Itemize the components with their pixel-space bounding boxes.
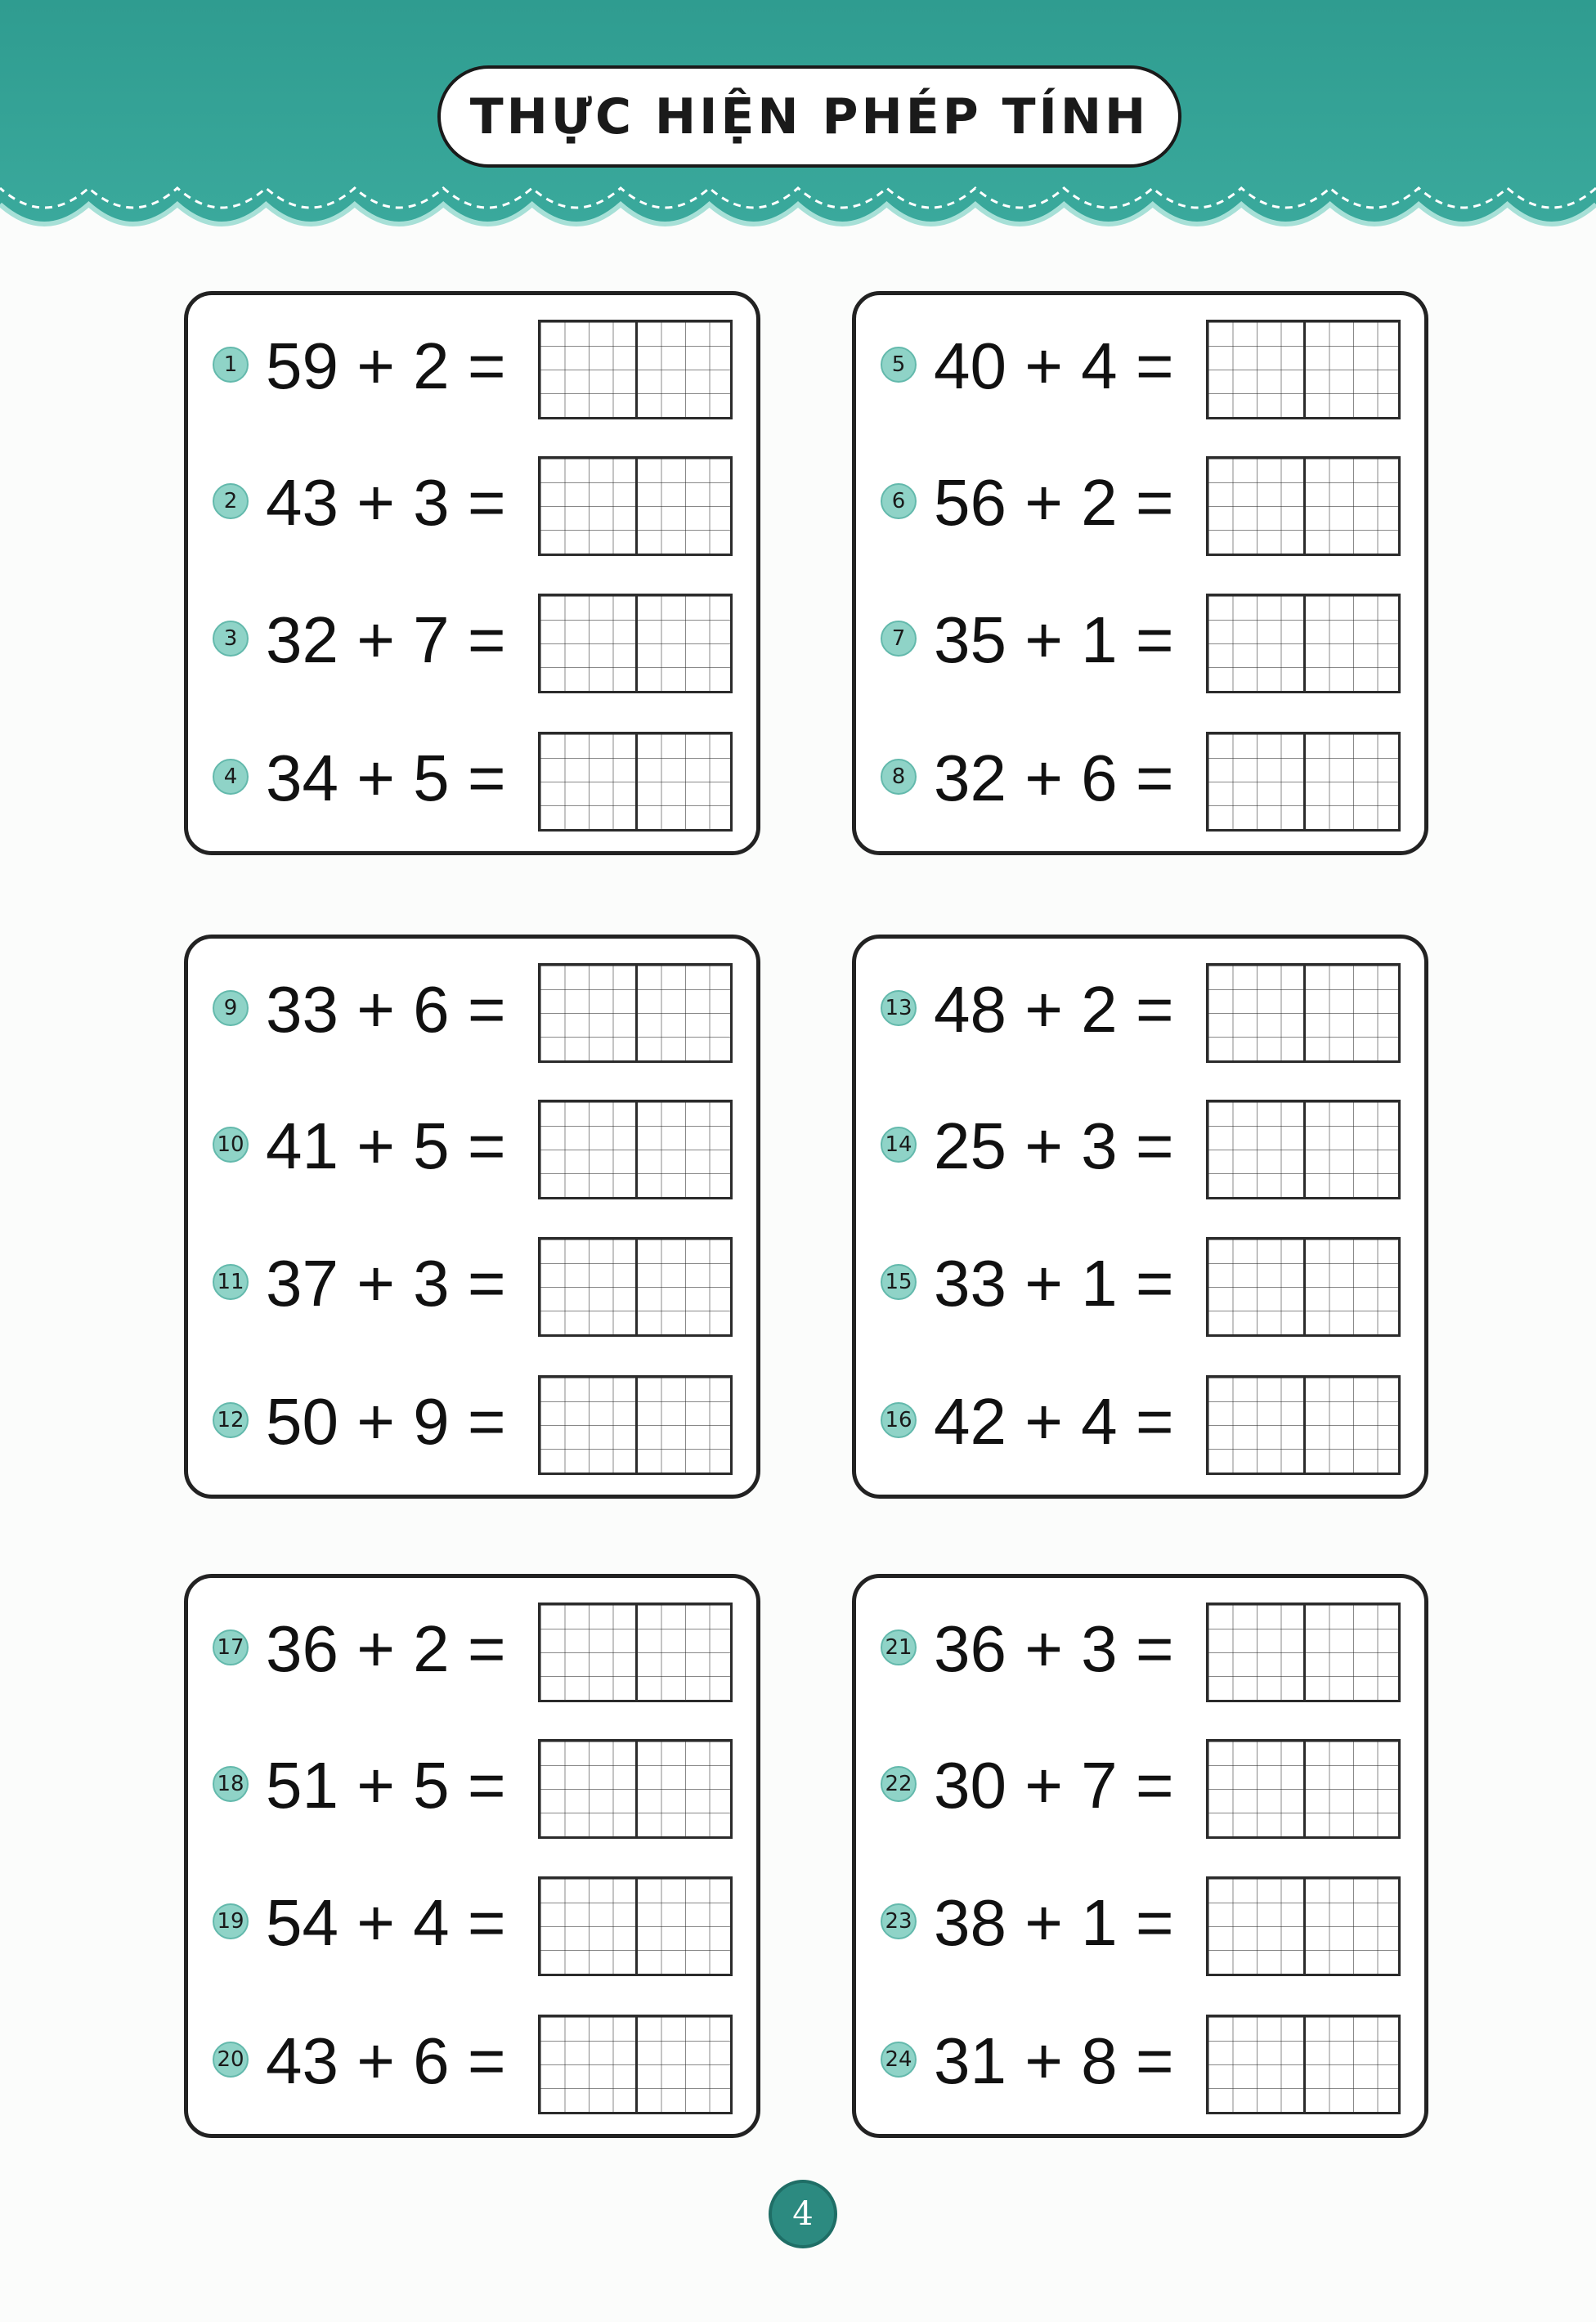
answer-grid[interactable]: [1206, 456, 1401, 556]
exercise-row: [188, 1092, 756, 1194]
page-header: [0, 0, 1596, 278]
exercise-number: 14: [881, 1127, 917, 1163]
exercise-number: 20: [213, 2042, 249, 2078]
exercise-number: 1: [213, 347, 249, 383]
answer-grid[interactable]: [538, 963, 733, 1063]
answer-grid[interactable]: [538, 1237, 733, 1337]
exercise-panel: [852, 935, 1428, 1499]
answer-grid[interactable]: [1206, 732, 1401, 832]
exercise-row: [188, 1731, 756, 1833]
exercise-expression: 54 + 4 =: [266, 1886, 506, 1959]
exercise-number: 23: [881, 1903, 917, 1939]
exercise-row: [856, 1731, 1424, 1833]
exercise-row: [188, 724, 756, 826]
exercise-expression: 48 + 2 =: [934, 973, 1174, 1046]
answer-grid[interactable]: [538, 1876, 733, 1976]
answer-grid[interactable]: [538, 320, 733, 419]
exercise-row: [188, 1868, 756, 1970]
exercise-expression: 41 + 5 =: [266, 1109, 506, 1182]
exercise-expression: 38 + 1 =: [934, 1886, 1174, 1959]
exercise-panel: [184, 935, 760, 1499]
exercise-row: [188, 1594, 756, 1697]
exercise-row: [856, 1594, 1424, 1697]
answer-grid[interactable]: [1206, 1237, 1401, 1337]
exercise-number: 9: [213, 990, 249, 1026]
answer-grid[interactable]: [538, 1603, 733, 1702]
exercise-number: 5: [881, 347, 917, 383]
exercise-row: [856, 1367, 1424, 1469]
exercise-number: 11: [213, 1264, 249, 1300]
exercise-expression: 40 + 4 =: [934, 329, 1174, 402]
exercise-expression: 25 + 3 =: [934, 1109, 1174, 1182]
exercise-expression: 34 + 5 =: [266, 742, 506, 814]
exercise-number: 10: [213, 1127, 249, 1163]
exercise-row: [188, 312, 756, 414]
answer-grid[interactable]: [1206, 963, 1401, 1063]
answer-grid[interactable]: [538, 732, 733, 832]
exercise-number: 6: [881, 483, 917, 519]
exercise-row: [188, 2006, 756, 2109]
answer-grid[interactable]: [1206, 1100, 1401, 1199]
exercise-row: [856, 448, 1424, 550]
exercise-expression: 51 + 5 =: [266, 1749, 506, 1822]
exercise-number: 15: [881, 1264, 917, 1300]
exercise-number: 24: [881, 2042, 917, 2078]
exercise-number: 17: [213, 1629, 249, 1665]
exercise-number: 4: [213, 759, 249, 795]
exercise-row: [856, 585, 1424, 688]
exercise-expression: 50 + 9 =: [266, 1385, 506, 1458]
exercise-expression: 59 + 2 =: [266, 329, 506, 402]
answer-grid[interactable]: [538, 1100, 733, 1199]
title-pill: [437, 65, 1181, 168]
answer-grid[interactable]: [1206, 1876, 1401, 1976]
exercise-number: 22: [881, 1766, 917, 1802]
page-title: THỰC HIỆN PHÉP TÍNH: [469, 87, 1150, 146]
exercise-expression: 42 + 4 =: [934, 1385, 1174, 1458]
exercise-panel: [184, 291, 760, 855]
exercise-expression: 33 + 6 =: [266, 973, 506, 1046]
exercise-row: [188, 448, 756, 550]
answer-grid[interactable]: [538, 2015, 733, 2114]
answer-grid[interactable]: [538, 1375, 733, 1475]
answer-grid[interactable]: [1206, 594, 1401, 693]
exercise-row: [856, 724, 1424, 826]
exercise-expression: 35 + 1 =: [934, 603, 1174, 676]
exercise-expression: 31 + 8 =: [934, 2024, 1174, 2097]
exercise-expression: 37 + 3 =: [266, 1247, 506, 1320]
exercise-expression: 36 + 3 =: [934, 1612, 1174, 1685]
answer-grid[interactable]: [538, 456, 733, 556]
answer-grid[interactable]: [1206, 1375, 1401, 1475]
exercise-row: [188, 1229, 756, 1331]
exercise-panel: [852, 1574, 1428, 2138]
exercise-row: [188, 1367, 756, 1469]
exercise-number: 12: [213, 1402, 249, 1438]
answer-grid[interactable]: [538, 1739, 733, 1839]
page-number: 4: [769, 2180, 837, 2248]
exercise-number: 19: [213, 1903, 249, 1939]
exercise-number: 13: [881, 990, 917, 1026]
exercise-expression: 33 + 1 =: [934, 1247, 1174, 1320]
answer-grid[interactable]: [1206, 320, 1401, 419]
exercise-number: 21: [881, 1629, 917, 1665]
exercise-number: 3: [213, 621, 249, 657]
exercise-expression: 32 + 6 =: [934, 742, 1174, 814]
exercise-expression: 56 + 2 =: [934, 466, 1174, 539]
exercise-row: [188, 955, 756, 1057]
exercise-row: [856, 312, 1424, 414]
answer-grid[interactable]: [1206, 1603, 1401, 1702]
exercise-expression: 36 + 2 =: [266, 1612, 506, 1685]
exercise-number: 18: [213, 1766, 249, 1802]
exercise-expression: 32 + 7 =: [266, 603, 506, 676]
answer-grid[interactable]: [538, 594, 733, 693]
exercise-number: 7: [881, 621, 917, 657]
exercise-row: [856, 2006, 1424, 2109]
exercise-expression: 30 + 7 =: [934, 1749, 1174, 1822]
exercise-row: [856, 1868, 1424, 1970]
answer-grid[interactable]: [1206, 1739, 1401, 1839]
exercise-row: [188, 585, 756, 688]
exercise-row: [856, 1229, 1424, 1331]
exercise-number: 16: [881, 1402, 917, 1438]
exercise-panel: [852, 291, 1428, 855]
answer-grid[interactable]: [1206, 2015, 1401, 2114]
exercise-number: 8: [881, 759, 917, 795]
exercise-row: [856, 955, 1424, 1057]
exercise-expression: 43 + 6 =: [266, 2024, 506, 2097]
exercise-expression: 43 + 3 =: [266, 466, 506, 539]
exercise-panel: [184, 1574, 760, 2138]
exercise-row: [856, 1092, 1424, 1194]
exercise-number: 2: [213, 483, 249, 519]
